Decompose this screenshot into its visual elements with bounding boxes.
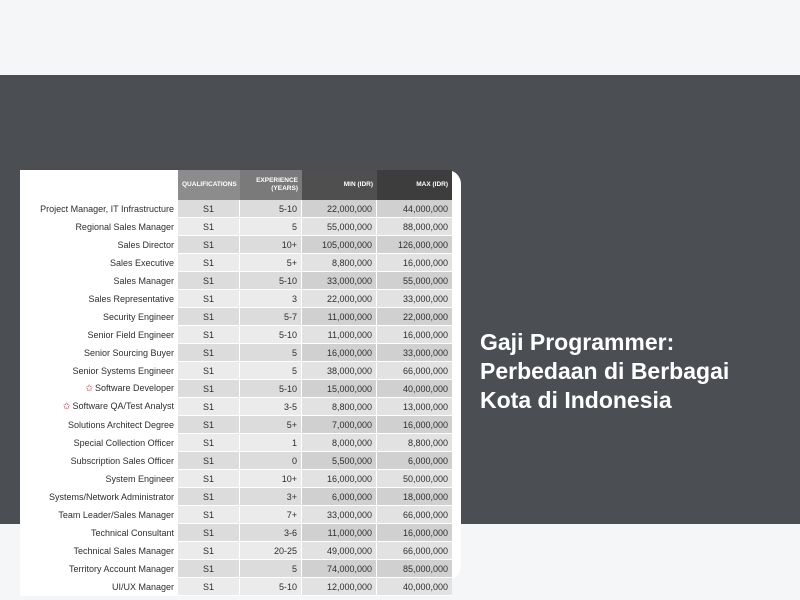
cell-min-salary: 49,000,000 (302, 542, 377, 560)
cell-max-salary: 88,000,000 (377, 218, 452, 236)
cell-qualification: S1 (178, 236, 240, 254)
star-icon: ✩ (85, 383, 93, 393)
cell-min-salary: 8,800,000 (302, 398, 377, 416)
table-row (20, 452, 452, 470)
table-row (20, 434, 452, 452)
cell-experience: 5+ (240, 254, 302, 272)
cell-min-salary: 12,000,000 (302, 578, 377, 596)
table-row (20, 578, 452, 596)
cell-qualification: S1 (178, 506, 240, 524)
cell-qualification: S1 (178, 344, 240, 362)
cell-max-salary: 18,000,000 (377, 488, 452, 506)
cell-experience: 5 (240, 218, 302, 236)
cell-job-title (20, 236, 178, 254)
cell-min-salary: 15,000,000 (302, 380, 377, 398)
cell-max-salary: 33,000,000 (377, 290, 452, 308)
table-row (20, 416, 452, 434)
job-title-text: Technical Sales Manager (73, 545, 174, 556)
cell-max-salary: 66,000,000 (377, 542, 452, 560)
job-title-text: Regional Sales Manager (75, 221, 174, 232)
job-title-text: Subscription Sales Officer (70, 455, 174, 466)
job-title-text: System Engineer (105, 473, 174, 484)
cell-experience: 10+ (240, 236, 302, 254)
cell-min-salary: 16,000,000 (302, 470, 377, 488)
table-row (20, 254, 452, 272)
cell-min-salary: 6,000,000 (302, 488, 377, 506)
cell-qualification: S1 (178, 254, 240, 272)
cell-qualification: S1 (178, 434, 240, 452)
cell-job-title (20, 470, 178, 488)
table-row (20, 272, 452, 290)
cell-experience: 3-6 (240, 524, 302, 542)
table-row (20, 290, 452, 308)
job-title-text: Team Leader/Sales Manager (58, 509, 174, 520)
table-row (20, 560, 452, 578)
cell-job-title (20, 434, 178, 452)
cell-job-title (20, 524, 178, 542)
cell-job-title (20, 452, 178, 470)
cell-job-title (20, 542, 178, 560)
cell-qualification: S1 (178, 200, 240, 218)
table-row (20, 524, 452, 542)
cell-max-salary: 33,000,000 (377, 344, 452, 362)
job-title-text: Sales Manager (113, 275, 174, 286)
cell-min-salary: 16,000,000 (302, 344, 377, 362)
cell-max-salary: 85,000,000 (377, 560, 452, 578)
cell-max-salary: 50,000,000 (377, 470, 452, 488)
table-row (20, 308, 452, 326)
cell-experience: 5-10 (240, 326, 302, 344)
table-row (20, 542, 452, 560)
cell-max-salary: 55,000,000 (377, 272, 452, 290)
cell-min-salary: 22,000,000 (302, 290, 377, 308)
table-row (20, 380, 452, 398)
cell-max-salary: 8,800,000 (377, 434, 452, 452)
cell-min-salary: 55,000,000 (302, 218, 377, 236)
table-row (20, 236, 452, 254)
job-title-text: Software Developer (94, 383, 174, 393)
header-min: MIN (IDR) (302, 170, 377, 200)
cell-experience: 5-10 (240, 578, 302, 596)
table-row (20, 470, 452, 488)
cell-min-salary: 33,000,000 (302, 506, 377, 524)
cell-job-title (20, 488, 178, 506)
cell-experience: 7+ (240, 506, 302, 524)
table-row (20, 200, 452, 218)
cell-job-title (20, 290, 178, 308)
job-title-text: Software QA/Test Analyst (72, 401, 174, 411)
table-header-row (20, 170, 452, 200)
cell-qualification: S1 (178, 488, 240, 506)
cell-experience: 1 (240, 434, 302, 452)
cell-job-title (20, 506, 178, 524)
cell-qualification: S1 (178, 308, 240, 326)
cell-qualification: S1 (178, 416, 240, 434)
cell-max-salary: 22,000,000 (377, 308, 452, 326)
cell-min-salary: 5,500,000 (302, 452, 377, 470)
cell-job-title (20, 380, 178, 398)
cell-min-salary: 74,000,000 (302, 560, 377, 578)
cell-min-salary: 11,000,000 (302, 524, 377, 542)
cell-experience: 5-7 (240, 308, 302, 326)
cell-min-salary: 22,000,000 (302, 200, 377, 218)
cell-job-title (20, 272, 178, 290)
cell-qualification: S1 (178, 524, 240, 542)
cell-qualification: S1 (178, 380, 240, 398)
cell-min-salary: 8,800,000 (302, 254, 377, 272)
table-row (20, 218, 452, 236)
cell-job-title (20, 560, 178, 578)
cell-min-salary: 33,000,000 (302, 272, 377, 290)
cell-max-salary: 16,000,000 (377, 416, 452, 434)
header-job (20, 170, 178, 200)
cell-experience: 5-10 (240, 200, 302, 218)
cell-qualification: S1 (178, 362, 240, 380)
cell-max-salary: 16,000,000 (377, 254, 452, 272)
cell-job-title (20, 218, 178, 236)
cell-qualification: S1 (178, 560, 240, 578)
cell-experience: 5-10 (240, 272, 302, 290)
job-title-text: Technical Consultant (90, 527, 174, 538)
cell-experience: 5-10 (240, 380, 302, 398)
article-headline: Gaji Programmer: Perbedaan di Berbagai Kota di Indonesia (480, 329, 730, 413)
cell-max-salary: 66,000,000 (377, 506, 452, 524)
cell-job-title (20, 308, 178, 326)
hero-band (0, 75, 800, 592)
header-qualifications: QUALIFICATIONS (178, 170, 240, 200)
cell-min-salary: 7,000,000 (302, 416, 377, 434)
cell-experience: 10+ (240, 470, 302, 488)
cell-qualification: S1 (178, 272, 240, 290)
cell-experience: 5 (240, 560, 302, 578)
cell-min-salary: 8,000,000 (302, 434, 377, 452)
cell-experience: 5+ (240, 416, 302, 434)
cell-qualification: S1 (178, 218, 240, 236)
cell-min-salary: 11,000,000 (302, 308, 377, 326)
cell-min-salary: 105,000,000 (302, 236, 377, 254)
cell-qualification: S1 (178, 452, 240, 470)
table-row (20, 344, 452, 362)
cell-qualification: S1 (178, 398, 240, 416)
cell-job-title (20, 326, 178, 344)
job-title-text: Security Engineer (102, 311, 174, 322)
cell-qualification: S1 (178, 470, 240, 488)
cell-max-salary: 40,000,000 (377, 380, 452, 398)
job-title-text: Sales Executive (109, 257, 174, 268)
job-title-text: Sales Director (117, 239, 174, 250)
salary-table-image (20, 170, 461, 592)
job-title-text: Solutions Architect Degree (67, 419, 174, 430)
cell-experience: 5 (240, 362, 302, 380)
cell-experience: 3-5 (240, 398, 302, 416)
table-row (20, 362, 452, 380)
cell-max-salary: 66,000,000 (377, 362, 452, 380)
cell-max-salary: 40,000,000 (377, 578, 452, 596)
cell-experience: 20-25 (240, 542, 302, 560)
table-row (20, 506, 452, 524)
cell-qualification: S1 (178, 290, 240, 308)
cell-job-title (20, 416, 178, 434)
cell-job-title (20, 362, 178, 380)
cell-job-title (20, 344, 178, 362)
cell-max-salary: 13,000,000 (377, 398, 452, 416)
cell-max-salary: 6,000,000 (377, 452, 452, 470)
cell-job-title (20, 254, 178, 272)
job-title-text: Systems/Network Administrator (48, 491, 174, 502)
table-row (20, 488, 452, 506)
cell-experience: 3 (240, 290, 302, 308)
job-title-text: Project Manager, IT Infrastructure (40, 203, 174, 214)
salary-table (20, 170, 452, 596)
job-title-text: Sales Representative (88, 293, 174, 304)
cell-job-title (20, 200, 178, 218)
star-icon: ✩ (62, 401, 71, 411)
cell-qualification: S1 (178, 542, 240, 560)
job-title-text: UI/UX Manager (111, 581, 174, 592)
header-experience: EXPERIENCE (YEARS) (240, 170, 302, 200)
cell-experience: 0 (240, 452, 302, 470)
table-body (20, 200, 452, 596)
cell-max-salary: 126,000,000 (377, 236, 452, 254)
job-title-text: Senior Systems Engineer (72, 365, 174, 376)
table-row (20, 326, 452, 344)
job-title-text: Territory Account Manager (68, 563, 174, 574)
job-title-text: Senior Sourcing Buyer (83, 347, 174, 358)
cell-qualification: S1 (178, 578, 240, 596)
cell-max-salary: 44,000,000 (377, 200, 452, 218)
cell-qualification: S1 (178, 326, 240, 344)
cell-job-title (20, 398, 178, 416)
header-max: MAX (IDR) (377, 170, 452, 200)
cell-min-salary: 38,000,000 (302, 362, 377, 380)
cell-min-salary: 11,000,000 (302, 326, 377, 344)
cell-max-salary: 16,000,000 (377, 326, 452, 344)
cell-experience: 5 (240, 344, 302, 362)
cell-experience: 3+ (240, 488, 302, 506)
job-title-text: Special Collection Officer (73, 437, 174, 448)
table-row (20, 398, 452, 416)
cell-max-salary: 16,000,000 (377, 524, 452, 542)
job-title-text: Senior Field Engineer (87, 329, 174, 340)
cell-job-title (20, 578, 178, 596)
